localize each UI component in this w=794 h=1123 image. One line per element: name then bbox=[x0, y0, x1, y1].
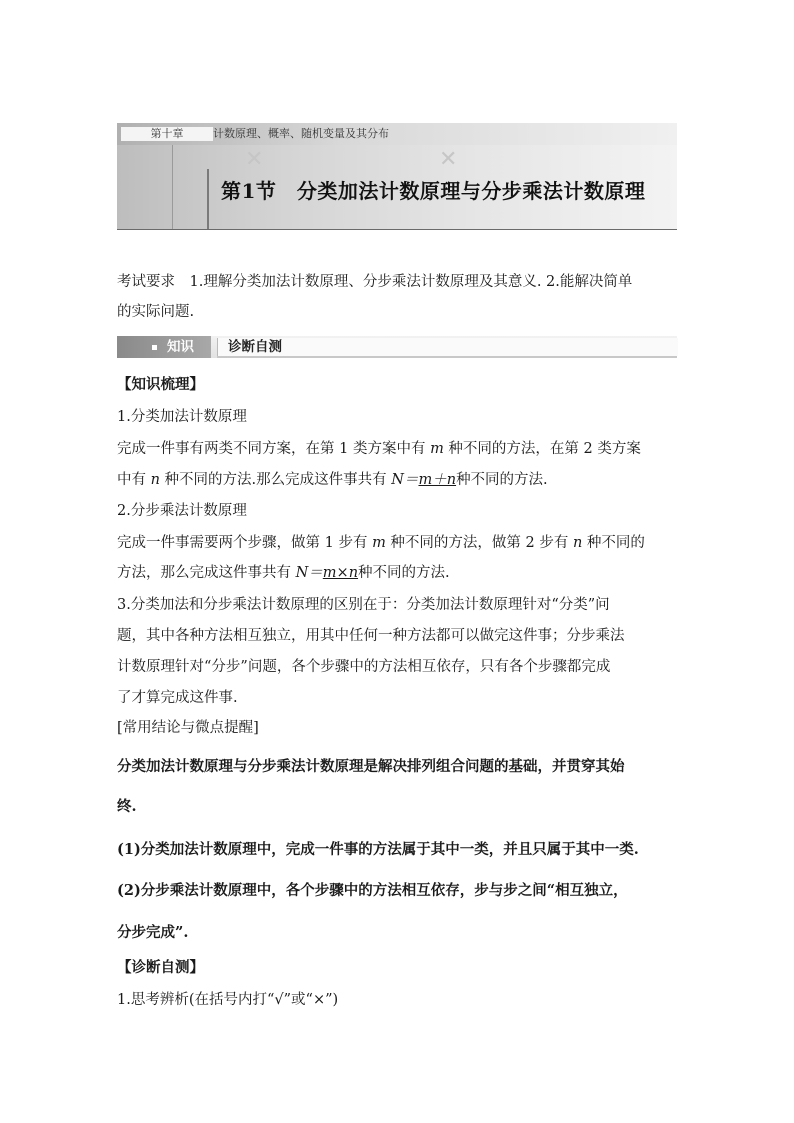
item3-line3: 计数原理针对“分步”问题，各个步骤中的方法相互依存，只有各个步骤都完成 bbox=[117, 659, 611, 675]
product-formula: m×n bbox=[322, 565, 359, 581]
tips-line1: 分类加法计数原理与分步乘法计数原理是解决排列组合问题的基础，并贯穿其始 bbox=[117, 758, 625, 775]
bullet-square-icon bbox=[152, 345, 157, 350]
text: 方法，那么完成这件事共有 bbox=[117, 565, 296, 581]
item1-title: 1.分类加法计数原理 bbox=[117, 409, 247, 425]
tips-heading: [常用结论与微点提醒] bbox=[117, 720, 259, 736]
item2-line1 bbox=[117, 528, 682, 558]
knowledge-section-bar bbox=[117, 336, 677, 358]
chapter-title: 计数原理、概率、随机变量及其分布 bbox=[213, 127, 389, 140]
text: 种不同的方法. bbox=[358, 565, 450, 581]
item1-line2 bbox=[117, 465, 682, 495]
tips-line2: 终. bbox=[117, 798, 137, 815]
item3-line4: 了才算完成这件事. bbox=[117, 690, 238, 706]
item2-line2 bbox=[117, 558, 682, 588]
section-title: 第1节 分类加法计数原理与分步乘法计数原理 bbox=[221, 179, 646, 203]
text: 种不同的方法，在第 2 类方案 bbox=[443, 441, 641, 457]
item3-line1: 3.分类加法和分步乘法计数原理的区别在于：分类加法计数原理针对“分类”问 bbox=[117, 597, 610, 613]
var-m: m bbox=[372, 535, 386, 551]
var-n: n bbox=[150, 472, 160, 488]
banner-divider-thick bbox=[207, 169, 209, 230]
diagnosis-tab bbox=[217, 338, 678, 356]
text: 种不同的 bbox=[582, 535, 645, 551]
text: 种不同的方法，做第 2 步有 bbox=[385, 535, 573, 551]
var-n: n bbox=[572, 535, 583, 551]
tips-line3: (1)分类加法计数原理中，完成一件事的方法属于其中一类，并且只属于其中一类. bbox=[117, 841, 639, 858]
knowledge-heading: 【知识梳理】 bbox=[117, 376, 204, 393]
text: 种不同的方法.那么完成这件事共有 bbox=[159, 472, 392, 488]
text: 种不同的方法. bbox=[456, 472, 548, 488]
item1-line1 bbox=[117, 434, 682, 464]
knowledge-tab-label: 知识 bbox=[167, 339, 194, 355]
diagnosis-tab-label: 诊断自测 bbox=[228, 339, 282, 355]
chapter-banner bbox=[117, 123, 677, 230]
chapter-label: 第十章 bbox=[121, 127, 213, 141]
exam-requirements-line1: 考试要求 1.理解分类加法计数原理、分步乘法计数原理及其意义. 2.能解决简单 bbox=[117, 274, 633, 290]
formula-N: N＝ bbox=[295, 565, 323, 581]
watermark-x-icon: ✕ bbox=[439, 147, 458, 172]
item2-title: 2.分步乘法计数原理 bbox=[117, 503, 247, 519]
diagnosis-heading: 【诊断自测】 bbox=[117, 959, 204, 976]
item3-line2: 题，其中各种方法相互独立，用其中任何一种方法都可以做完这件事；分步乘法 bbox=[117, 628, 625, 644]
text: 完成一件事需要两个步骤，做第 1 步有 bbox=[117, 535, 373, 551]
watermark-x-icon: ✕ bbox=[245, 147, 264, 172]
banner-divider bbox=[172, 145, 173, 230]
diagnosis-item1: 1.思考辨析(在括号内打“√”或“×”) bbox=[117, 992, 339, 1008]
knowledge-tab bbox=[117, 336, 211, 358]
tips-line4: (2)分步乘法计数原理中，各个步骤中的方法相互依存，步与步之间“相互独立， bbox=[117, 882, 628, 899]
formula-N: N＝ bbox=[391, 472, 419, 488]
var-m: m bbox=[430, 441, 444, 457]
bar-shadow bbox=[217, 356, 677, 358]
text: 中有 bbox=[117, 472, 151, 488]
chapter-strip bbox=[117, 123, 677, 145]
tips-line5: 分步完成”. bbox=[117, 924, 189, 941]
banner-bottom-rule bbox=[117, 229, 677, 230]
text: 完成一件事有两类不同方案，在第 1 类方案中有 bbox=[117, 441, 431, 457]
sum-formula: m＋n bbox=[418, 472, 457, 488]
exam-requirements-line2: 的实际问题. bbox=[117, 304, 195, 320]
